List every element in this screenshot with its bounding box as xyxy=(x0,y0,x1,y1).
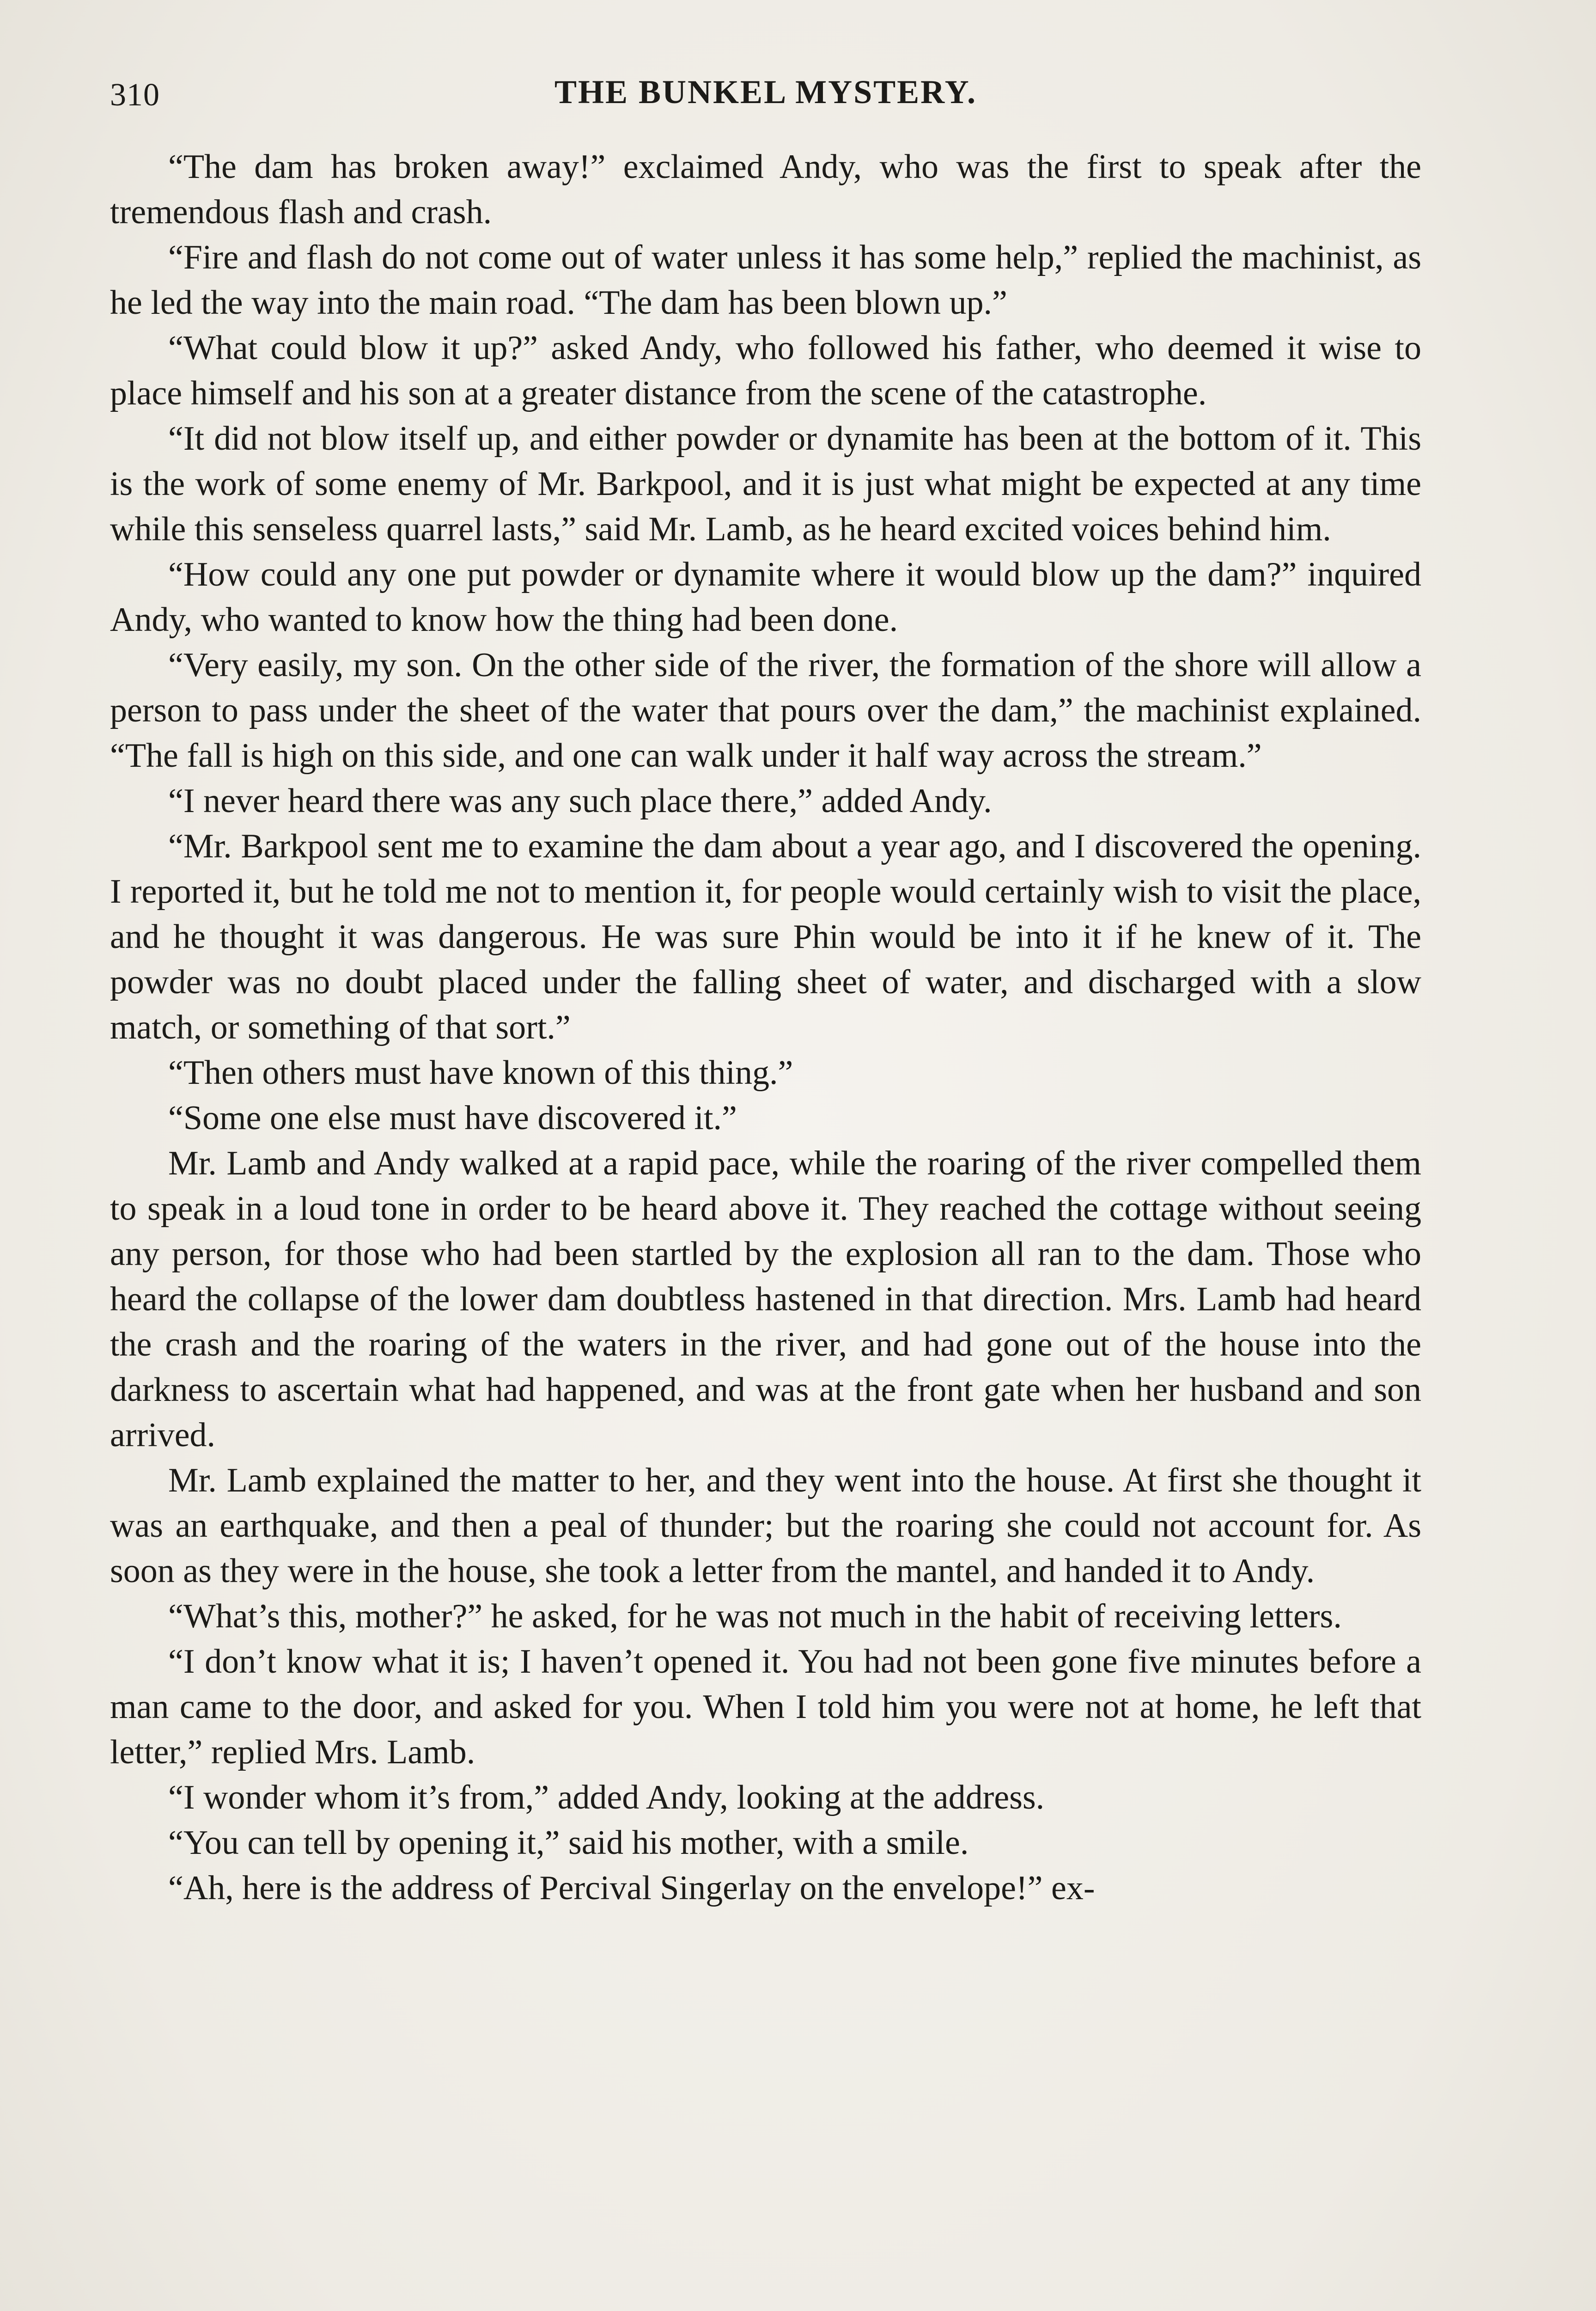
paragraph: Mr. Lamb explained the matter to her, and they went into the house. At first she thought it was an earthquake, and then a peal of thunder; but the roaring she could not account for. As soon as they were in the house, she took a letter from the mantel, and handed it to Andy. xyxy=(110,1461,1421,1590)
paragraph: “I wonder whom it’s from,” added Andy, looking at the address. xyxy=(168,1779,1045,1816)
body-text xyxy=(110,144,1421,1911)
paragraph: “The dam has broken away!” exclaimed Andy, who was the first to speak after the tremendous flash and crash. xyxy=(110,148,1421,231)
page-header xyxy=(110,68,1421,124)
paragraph: “Ah, here is the address of Percival Singerlay on the envelope!” ex- xyxy=(168,1869,1095,1907)
paragraph: “Fire and flash do not come out of water unless it has some help,” replied the machinist, as he led the way into the main road. “The dam has been blown up.” xyxy=(110,238,1421,322)
running-title: THE BUNKEL MYSTERY. xyxy=(554,73,977,110)
paragraph: “I never heard there was any such place there,” added Andy. xyxy=(168,782,992,820)
paragraph: “I don’t know what it is; I haven’t opened it. You had not been gone five minutes before a man came to the door, and asked for you. When I told him you were not at home, he left that letter,” replied Mrs. Lamb. xyxy=(110,1643,1421,1771)
paragraph: “Some one else must have discovered it.” xyxy=(168,1099,737,1137)
paragraph: “It did not blow itself up, and either powder or dynamite has been at the bottom of it. This is the work of some enemy of Mr. Barkpool, and it is just what might be expected at any time while this senseless quarrel lasts,” said Mr. Lamb, as he heard excited voices behind him. xyxy=(110,420,1421,548)
paragraph: Mr. Lamb and Andy walked at a rapid pace, while the roaring of the river compelled them to speak in a loud tone in order to be heard above it. They reached the cottage without seeing any person, for those who had been startled by the explosion all ran to the dam. Those who heard the collapse of the lower dam doubtless hastened in that direction. Mrs. Lamb had heard the crash and the roaring of the waters in the river, and had gone out of the house into the darkness to ascertain what had happened, and was at the front gate when her husband and son arrived. xyxy=(110,1144,1421,1454)
paragraph: “Mr. Barkpool sent me to examine the dam about a year ago, and I discovered the opening. I reported it, but he told me not to mention it, for people would certainly wish to visit the place, and he thought it was dangerous. He was sure Phin would be into it if he knew of it. The powder was no doubt placed under the falling sheet of water, and discharged with a slow match, or something of that sort.” xyxy=(110,827,1421,1046)
paragraph: “What’s this, mother?” he asked, for he was not much in the habit of receiving letters. xyxy=(168,1597,1342,1635)
paragraph: “How could any one put powder or dynamite where it would blow up the dam?” inquired Andy, who wanted to know how the thing had been done. xyxy=(110,556,1421,639)
page-number: 310 xyxy=(110,77,160,113)
paragraph: “What could blow it up?” asked Andy, who followed his father, who deemed it wise to place himself and his son at a greater distance from the scene of the catastrophe. xyxy=(110,329,1421,412)
paragraph: “Very easily, my son. On the other side of the river, the formation of the shore will allow a person to pass under the sheet of the water that pours over the dam,” the machinist explained. “The fall is high on this side, and one can walk under it half way across the stream.” xyxy=(110,646,1421,775)
paragraph: “You can tell by opening it,” said his mother, with a smile. xyxy=(168,1824,969,1862)
paragraph: “Then others must have known of this thing.” xyxy=(168,1054,793,1092)
